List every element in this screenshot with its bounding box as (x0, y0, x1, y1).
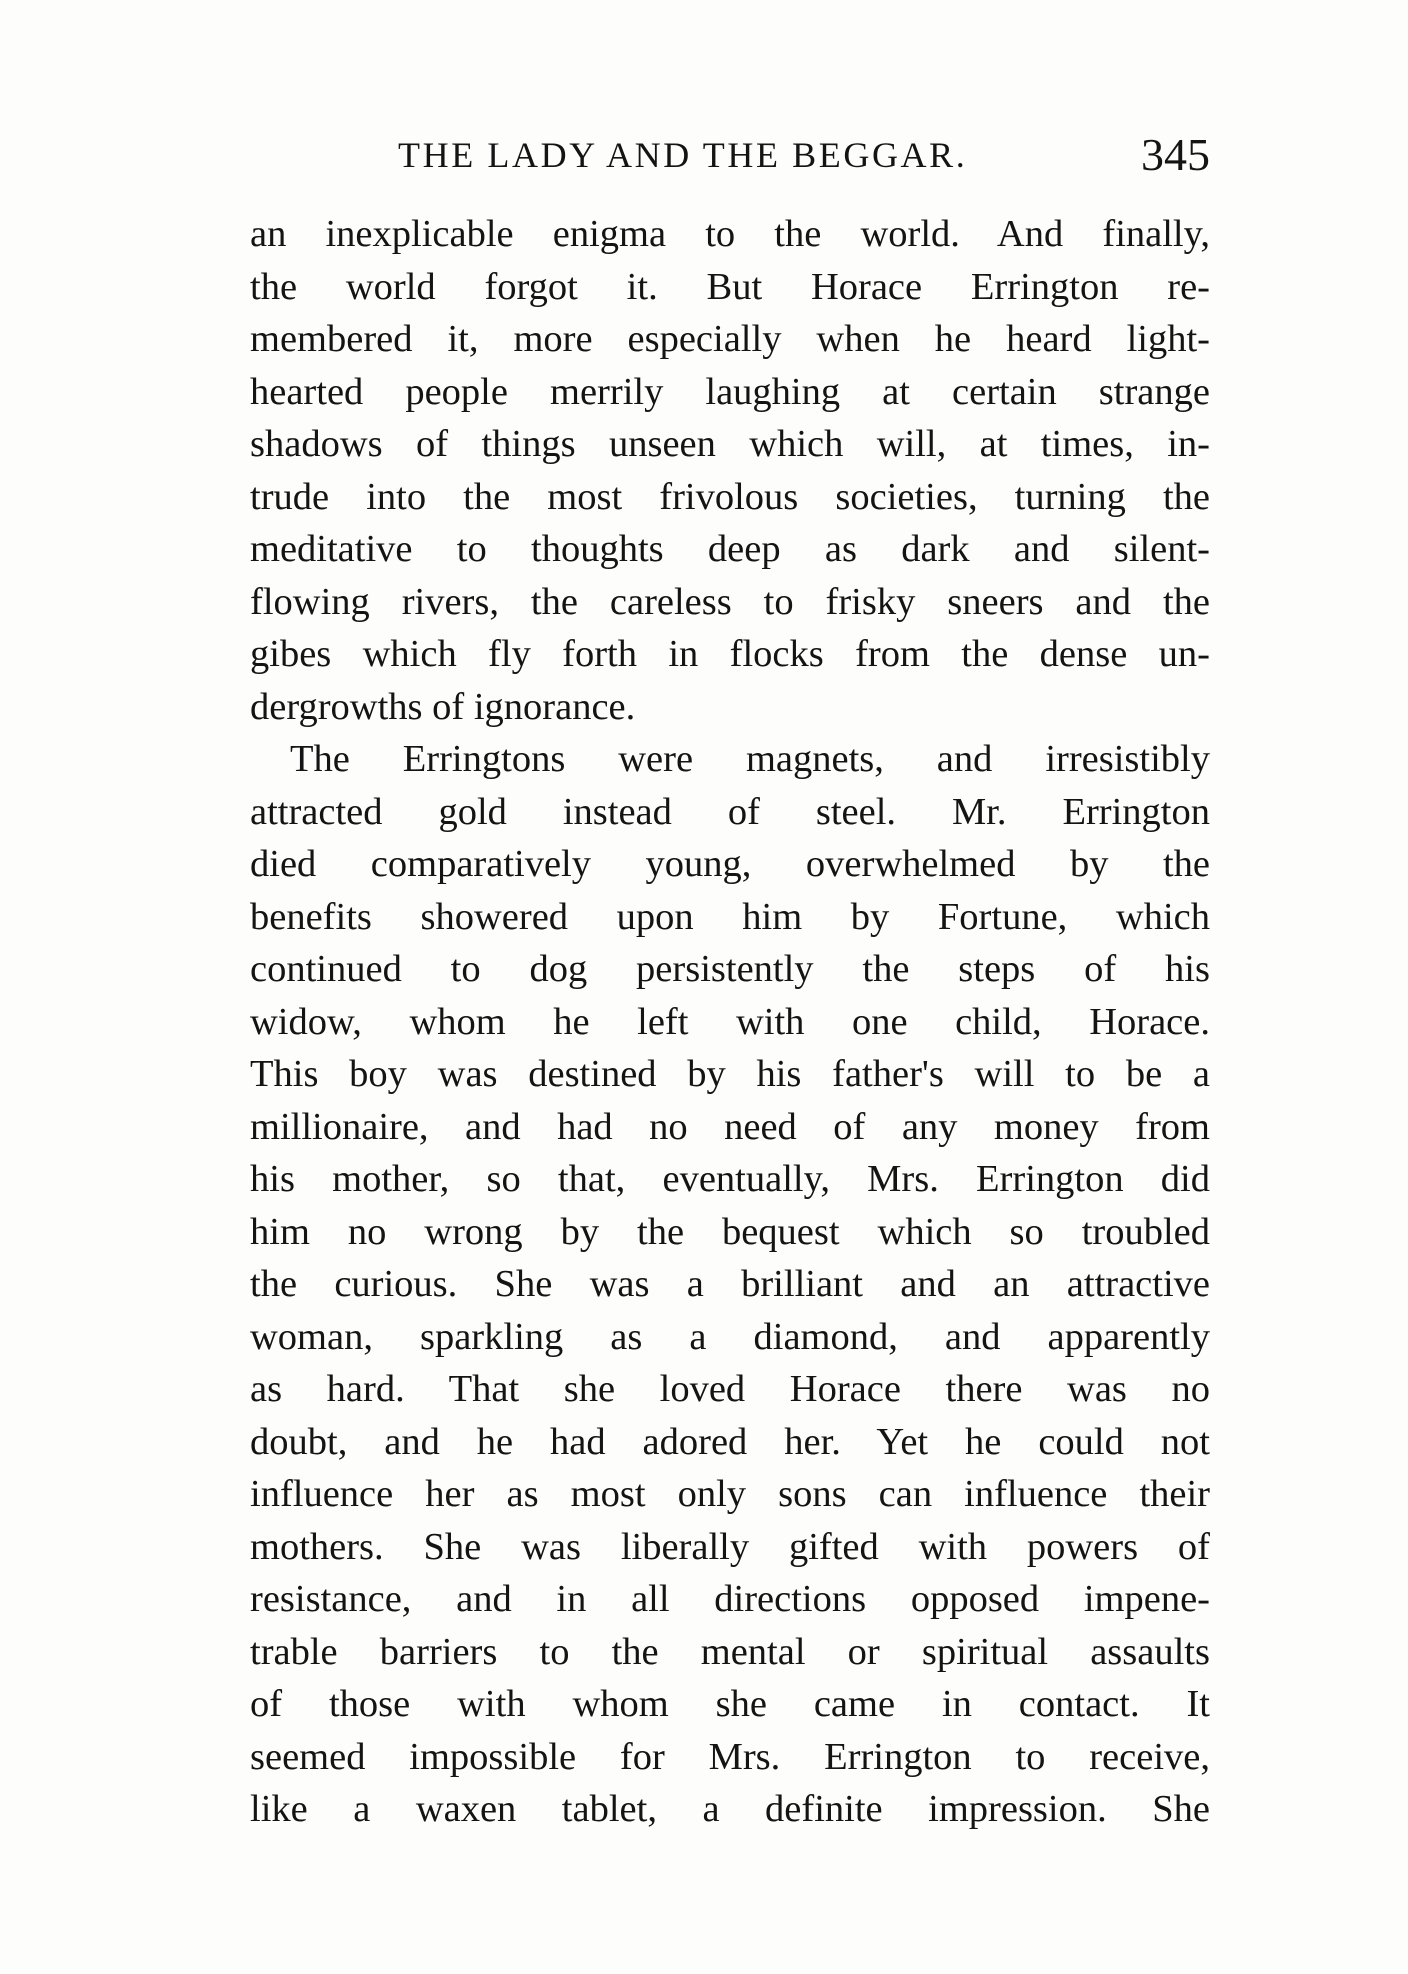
body-text (250, 208, 1210, 1836)
text-line: trude into the most frivolous societies, turning the (250, 475, 1210, 518)
text-line: like a waxen tablet, a definite impression. She (250, 1788, 1210, 1830)
text-line: hearted people merrily laughing at certain strange (250, 370, 1210, 413)
text-line: flowing rivers, the careless to frisky sneers and the (250, 580, 1210, 623)
running-header (398, 128, 1218, 188)
text-line: resistance, and in all directions opposed impene- (250, 1578, 1210, 1620)
paragraph (250, 733, 1210, 1836)
text-line: This boy was destined by his father's will to be a (250, 1053, 1210, 1095)
text-line: widow, whom he left with one child, Horace. (250, 1000, 1210, 1043)
text-line: dergrowths of ignorance. (250, 685, 636, 728)
running-title: THE LADY AND THE BEGGAR. (398, 135, 968, 175)
text-line: attracted gold instead of steel. Mr. Errington (250, 790, 1210, 833)
text-line: the world forgot it. But Horace Errington re- (250, 265, 1210, 308)
text-line: gibes which fly forth in flocks from the dense un- (250, 633, 1210, 675)
text-line: of those with whom she came in contact. It (250, 1683, 1210, 1725)
text-line: his mother, so that, eventually, Mrs. Errington did (250, 1158, 1210, 1200)
text-line: continued to dog persistently the steps of his (250, 948, 1210, 990)
text-line: died comparatively young, overwhelmed by the (250, 843, 1210, 885)
text-line: influence her as most only sons can influence their (250, 1473, 1210, 1515)
text-line: shadows of things unseen which will, at times, in- (250, 423, 1210, 465)
text-line: woman, sparkling as a diamond, and apparently (250, 1315, 1210, 1358)
text-line: meditative to thoughts deep as dark and silent- (250, 528, 1210, 570)
text-line: seemed impossible for Mrs. Errington to receive, (250, 1735, 1210, 1778)
text-line: trable barriers to the mental or spiritual assaults (250, 1630, 1210, 1673)
text-line: an inexplicable enigma to the world. And finally, (250, 213, 1210, 255)
text-line: mothers. She was liberally gifted with powers of (250, 1525, 1210, 1568)
page-number: 345 (1141, 129, 1210, 180)
text-line: benefits showered upon him by Fortune, which (250, 895, 1210, 938)
text-line: millionaire, and had no need of any money from (250, 1105, 1210, 1148)
paragraph (250, 208, 1210, 733)
text-line: the curious. She was a brilliant and an attractive (250, 1263, 1210, 1305)
text-line: as hard. That she loved Horace there was no (250, 1368, 1210, 1410)
text-line: him no wrong by the bequest which so troubled (250, 1210, 1210, 1253)
text-line: membered it, more especially when he heard light- (250, 318, 1210, 360)
text-line: The Erringtons were magnets, and irresistibly (290, 738, 1210, 780)
text-line: doubt, and he had adored her. Yet he could not (250, 1420, 1210, 1463)
